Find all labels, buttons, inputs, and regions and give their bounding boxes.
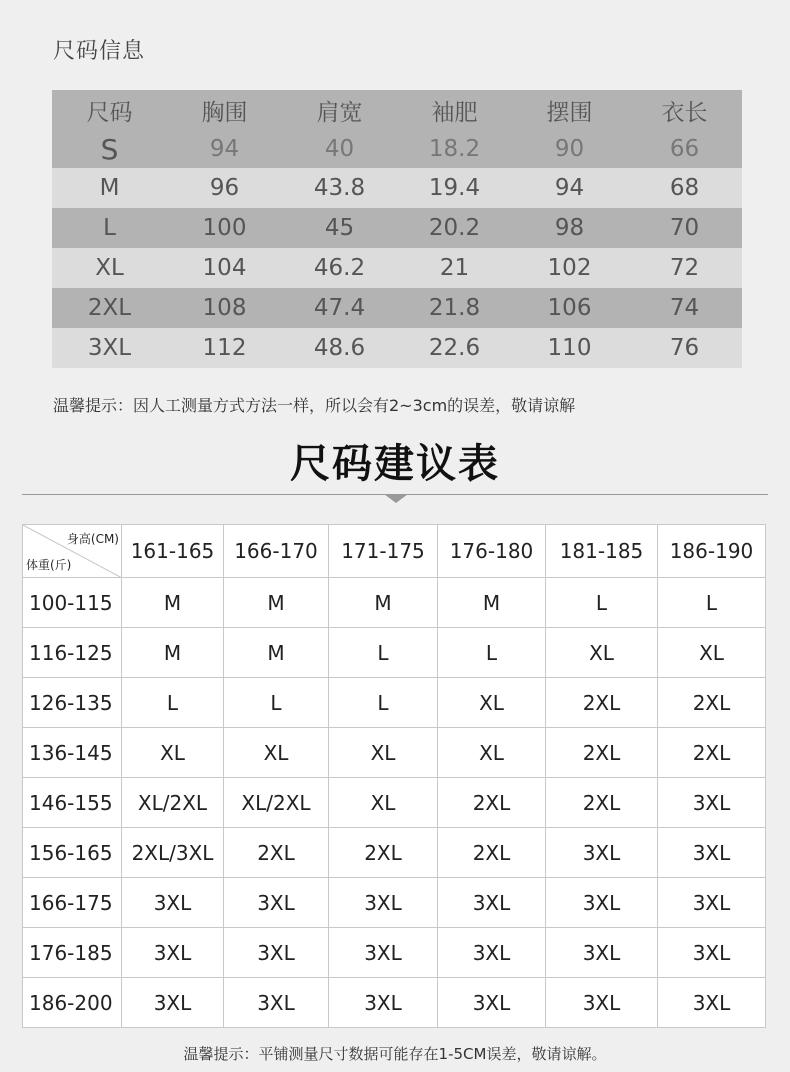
size-cell: 2XL/3XL <box>122 828 224 878</box>
corner-cell <box>23 525 122 578</box>
size-cell: 72 <box>669 255 700 281</box>
header-cell: 袖肥 <box>431 99 478 126</box>
size-cell: 98 <box>554 215 585 241</box>
size-cell: 3XL <box>438 978 546 1028</box>
size-cell: 3XL <box>329 978 438 1028</box>
size-cell: XL <box>95 255 124 281</box>
size-cell: 2XL <box>546 778 658 828</box>
table-row <box>23 778 766 828</box>
size-cell: M <box>122 628 224 678</box>
table-header-row <box>23 525 766 578</box>
size-cell: 2XL <box>224 828 329 878</box>
height-header: 171-175 <box>329 525 438 578</box>
size-cell: M <box>99 175 120 201</box>
size-cell: 3XL <box>329 928 438 978</box>
tile-measurement-tip: 温馨提示：平铺测量尺寸数据可能存在1-5CM误差，敬请谅解。 <box>183 1045 607 1063</box>
size-row <box>52 288 742 328</box>
corner-weight-label: 体重(斤) <box>26 558 72 572</box>
header-cell: 衣长 <box>661 99 708 126</box>
size-cell: 3XL <box>658 928 766 978</box>
size-cell: 3XL <box>546 928 658 978</box>
size-cell: 2XL <box>546 728 658 778</box>
table-row <box>23 628 766 678</box>
size-cell: 2XL <box>438 778 546 828</box>
size-cell: 102 <box>547 255 592 281</box>
size-cell: XL/2XL <box>224 778 329 828</box>
size-row <box>52 208 742 248</box>
size-cell: 19.4 <box>428 175 481 201</box>
size-cell: 3XL <box>224 878 329 928</box>
size-cell: M <box>438 578 546 628</box>
size-cell: XL <box>546 628 658 678</box>
weight-cell: 186-200 <box>23 978 122 1028</box>
size-cell: 43.8 <box>313 175 366 201</box>
size-cell: 47.4 <box>313 295 366 321</box>
size-cell: 3XL <box>438 878 546 928</box>
height-header: 181-185 <box>546 525 658 578</box>
size-cell: 96 <box>209 175 240 201</box>
size-cell: 3XL <box>658 828 766 878</box>
size-cell: S <box>100 132 119 166</box>
size-cell: L <box>122 678 224 728</box>
header-cell: 胸围 <box>201 99 248 126</box>
size-cell: L <box>438 628 546 678</box>
size-cell: 112 <box>202 335 247 361</box>
table-row <box>23 578 766 628</box>
size-cell: 3XL <box>546 828 658 878</box>
size-cell: 94 <box>209 136 240 162</box>
size-cell: 74 <box>669 295 700 321</box>
weight-cell: 146-155 <box>23 778 122 828</box>
size-cell: 3XL <box>122 978 224 1028</box>
size-cell: 3XL <box>658 778 766 828</box>
size-cell: 46.2 <box>313 255 366 281</box>
size-cell: XL <box>438 728 546 778</box>
size-cell: 2XL <box>658 678 766 728</box>
size-cell: 66 <box>669 136 700 162</box>
corner-height-label: 身高(CM) <box>66 532 119 546</box>
size-cell: XL <box>329 728 438 778</box>
size-cell: 3XL <box>438 928 546 978</box>
weight-cell: 136-145 <box>23 728 122 778</box>
weight-cell: 116-125 <box>23 628 122 678</box>
size-cell: 106 <box>547 295 592 321</box>
size-cell: 22.6 <box>428 335 481 361</box>
size-info-table <box>52 90 742 368</box>
size-cell: 3XL <box>658 978 766 1028</box>
weight-cell: 176-185 <box>23 928 122 978</box>
size-row <box>52 328 742 368</box>
size-cell: XL <box>658 628 766 678</box>
height-header: 161-165 <box>122 525 224 578</box>
size-recommend-table <box>22 524 766 1028</box>
size-cell: L <box>103 215 116 241</box>
size-cell: 45 <box>324 215 355 241</box>
measurement-tip: 温馨提示：因人工测量方式方法一样，所以会有2~3cm的误差，敬请谅解 <box>53 396 576 415</box>
size-cell: L <box>329 678 438 728</box>
size-cell: 48.6 <box>313 335 366 361</box>
size-cell: L <box>329 628 438 678</box>
size-cell: 3XL <box>546 878 658 928</box>
size-header-row <box>52 90 742 130</box>
size-cell: 76 <box>669 335 700 361</box>
weight-cell: 166-175 <box>23 878 122 928</box>
size-cell: 108 <box>202 295 247 321</box>
height-header: 176-180 <box>438 525 546 578</box>
size-cell: XL <box>438 678 546 728</box>
table-row <box>23 728 766 778</box>
table-row <box>23 878 766 928</box>
size-cell: 18.2 <box>428 136 481 162</box>
size-cell: 2XL <box>87 295 132 321</box>
size-cell: 110 <box>547 335 592 361</box>
size-cell: 3XL <box>224 978 329 1028</box>
size-cell: 21.8 <box>428 295 481 321</box>
size-cell: 3XL <box>122 878 224 928</box>
size-cell: 2XL <box>658 728 766 778</box>
size-info-title: 尺码信息 <box>53 39 146 64</box>
table-row <box>23 678 766 728</box>
recommend-title: 尺码建议表 <box>290 441 500 487</box>
size-cell: 40 <box>324 136 355 162</box>
size-cell: 100 <box>202 215 247 241</box>
header-cell: 肩宽 <box>316 99 363 126</box>
size-cell: 3XL <box>658 878 766 928</box>
size-cell: 3XL <box>329 878 438 928</box>
size-cell: 3XL <box>87 335 132 361</box>
height-header: 186-190 <box>658 525 766 578</box>
size-cell: 2XL <box>546 678 658 728</box>
size-row <box>52 248 742 288</box>
size-cell: XL <box>329 778 438 828</box>
size-cell: 90 <box>554 136 585 162</box>
header-cell: 尺码 <box>86 99 133 126</box>
size-cell: XL/2XL <box>122 778 224 828</box>
size-cell: 2XL <box>329 828 438 878</box>
size-cell: 104 <box>202 255 247 281</box>
divider-arrow-icon <box>384 494 408 503</box>
table-row <box>23 978 766 1028</box>
size-cell: 21 <box>439 255 470 281</box>
size-cell: 3XL <box>122 928 224 978</box>
size-cell: 2XL <box>438 828 546 878</box>
table-row <box>23 928 766 978</box>
size-cell: M <box>224 578 329 628</box>
size-cell: 20.2 <box>428 215 481 241</box>
size-cell: M <box>224 628 329 678</box>
size-cell: XL <box>122 728 224 778</box>
size-row <box>52 130 742 168</box>
size-cell: M <box>122 578 224 628</box>
height-header: 166-170 <box>224 525 329 578</box>
header-cell: 摆围 <box>546 99 593 126</box>
size-cell: L <box>546 578 658 628</box>
size-cell: 94 <box>554 175 585 201</box>
weight-cell: 156-165 <box>23 828 122 878</box>
size-cell: M <box>329 578 438 628</box>
size-cell: 3XL <box>546 978 658 1028</box>
size-cell: 3XL <box>224 928 329 978</box>
size-cell: 68 <box>669 175 700 201</box>
size-cell: L <box>224 678 329 728</box>
size-cell: XL <box>224 728 329 778</box>
size-cell: 70 <box>669 215 700 241</box>
weight-cell: 126-135 <box>23 678 122 728</box>
weight-cell: 100-115 <box>23 578 122 628</box>
table-row <box>23 828 766 878</box>
size-row <box>52 168 742 208</box>
size-cell: L <box>658 578 766 628</box>
